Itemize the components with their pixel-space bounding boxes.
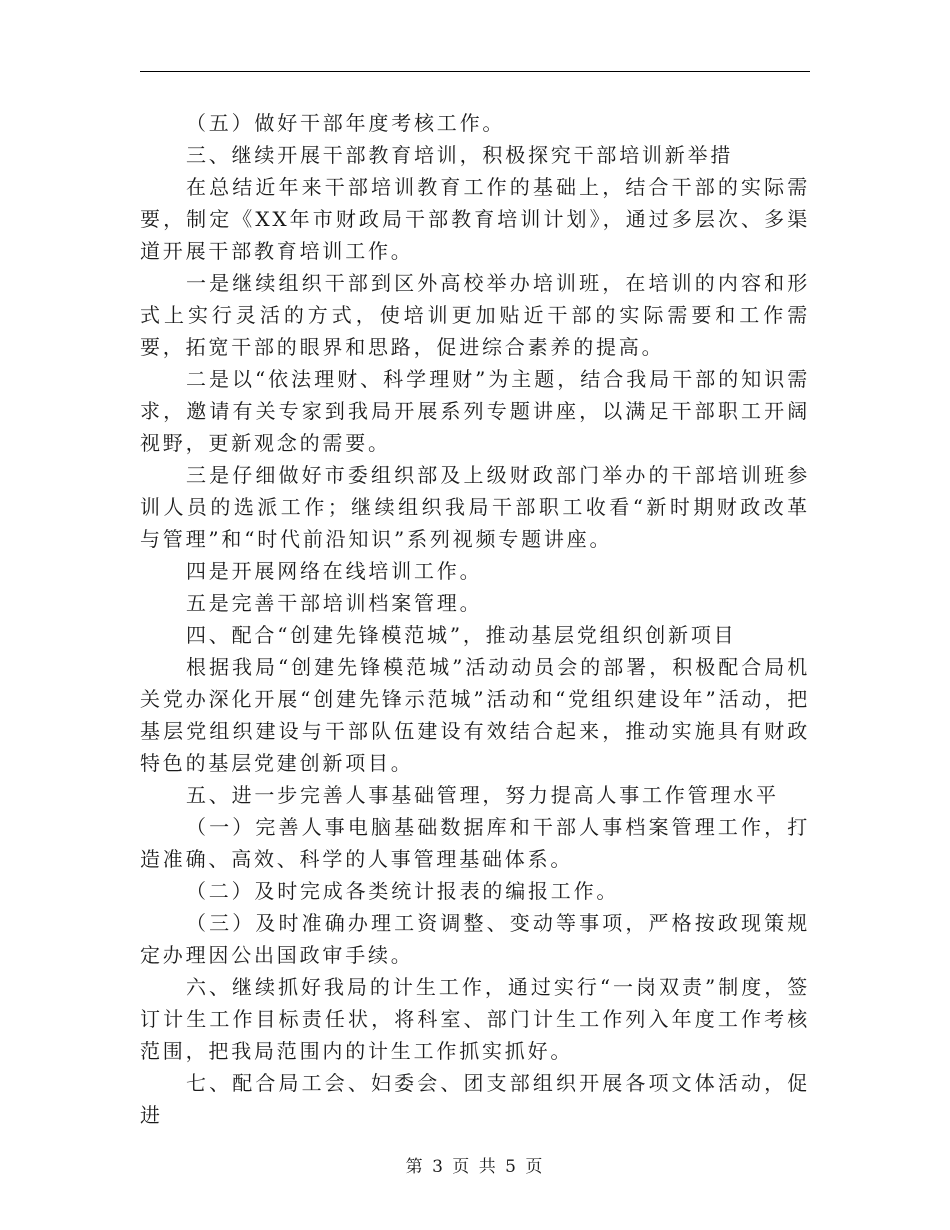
- document-body: [140, 107, 810, 1131]
- section-heading: 五、进一步完善人事基础管理，努力提高人事工作管理水平: [186, 783, 779, 807]
- paragraph: （三）及时准确办理工资调整、变动等事项，严格按政现策规定办理因公出国政审手续。: [140, 911, 810, 967]
- paragraph: （二）及时完成各类统计报表的编报工作。: [186, 879, 620, 903]
- paragraph: 四是开展网络在线培训工作。: [186, 559, 483, 583]
- paragraph: 三是仔细做好市委组织部及上级财政部门举办的干部培训班参训人员的选派工作；继续组织我局干部职工收看“新时期财政改革与管理”和“时代前沿知识”系列视频专题讲座。: [140, 463, 810, 551]
- section-heading: 三、继续开展干部教育培训，积极探究干部培训新举措: [186, 143, 734, 167]
- paragraph: 一是继续组织干部到区外高校举办培训班，在培训的内容和形式上实行灵活的方式，使培训更加贴近干部的实际需要和工作需要，拓宽干部的眼界和思路，促进综合素养的提高。: [140, 271, 810, 359]
- section-heading: 四、配合“创建先锋模范城”，推动基层党组织创新项目: [186, 623, 737, 647]
- page-number-footer: 第 3 页 共 5 页: [405, 1157, 545, 1177]
- section-heading: 六、继续抓好我局的计生工作，通过实行“一岗双责”制度，签订计生工作目标责任状，将科室、部门计生工作列入年度工作考核范围，把我局范围内的计生工作抓实抓好。: [140, 975, 810, 1063]
- paragraph: （一）完善人事电脑基础数据库和干部人事档案管理工作，打造准确、高效、科学的人事管理基础体系。: [140, 815, 810, 871]
- paragraph: 在总结近年来干部培训教育工作的基础上，结合干部的实际需要，制定《XX年市财政局干部教育培训计划》，通过多层次、多渠道开展干部教育培训工作。: [140, 175, 810, 263]
- paragraph: 五是完善干部培训档案管理。: [186, 591, 483, 615]
- paragraph: 根据我局“创建先锋模范城”活动动员会的部署，积极配合局机关党办深化开展“创建先锋示范城”活动和“党组织建设年”活动，把基层党组织建设与干部队伍建设有效结合起来，推动实施具有财政特色的基层党建创新项目。: [140, 655, 810, 775]
- header-rule: [140, 71, 810, 72]
- section-heading: 七、配合局工会、妇委会、团支部组织开展各项文体活动，促进: [140, 1071, 810, 1127]
- paragraph: 二是以“依法理财、科学理财”为主题，结合我局干部的知识需求，邀请有关专家到我局开展系列专题讲座，以满足干部职工开阔视野，更新观念的需要。: [140, 367, 810, 455]
- paragraph: （五）做好干部年度考核工作。: [186, 111, 506, 135]
